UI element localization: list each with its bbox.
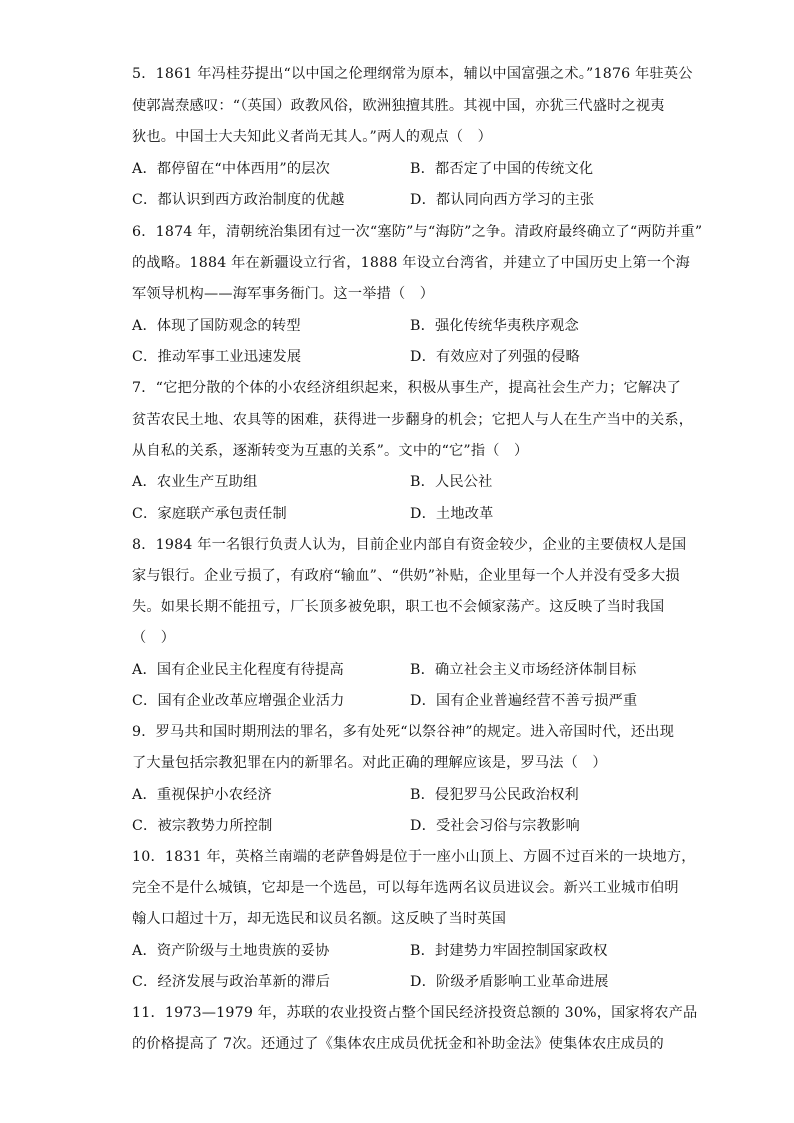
question-8-option-d: D．国有企业普遍经营不善亏损严重 bbox=[410, 693, 638, 709]
question-5-option-d: D．都认同向西方学习的主张 bbox=[410, 192, 595, 208]
question-8-option-b: B．确立社会主义市场经济体制目标 bbox=[410, 662, 637, 678]
question-5-option-a: A．都停留在“中体西用”的层次 bbox=[132, 161, 331, 177]
question-5-option-c: C．都认识到西方政治制度的优越 bbox=[132, 192, 345, 208]
question-10-line-1: 10．1831 年，英格兰南端的老萨鲁姆是位于一座小山顶上、方圆不过百米的一块地方， bbox=[132, 849, 696, 865]
question-11-line-1: 11．1973—1979 年，苏联的农业投资占整个国民经济投资总额的 30%，国家将农产品 bbox=[132, 1005, 698, 1021]
question-9-option-d: D．受社会习俗与宗教影响 bbox=[410, 818, 580, 834]
question-5-line-1: 5．1861 年冯桂芬提出“以中国之伦理纲常为原本，辅以中国富强之术。”1876 年驻英公 bbox=[132, 66, 693, 82]
question-7-line-2: 贫苦农民土地、农具等的困难，获得进一步翻身的机会；它把人与人在生产当中的关系， bbox=[132, 412, 694, 428]
question-5-line-3: 狄也。中国士大夫知此义者尚无其人。”两人的观点（ ） bbox=[132, 129, 493, 145]
question-10-line-3: 翰人口超过十万，却无选民和议员名额。这反映了当时英国 bbox=[132, 911, 507, 927]
question-7-option-a: A．农业生产互助组 bbox=[132, 474, 258, 490]
question-10-option-c: C．经济发展与政治革新的滞后 bbox=[132, 974, 331, 990]
question-8-option-a: A．国有企业民主化程度有待提高 bbox=[132, 662, 344, 678]
question-6-line-1: 6．1874 年，清朝统治集团有过一次“塞防”与“海防”之争。清政府最终确立了“两防并重” bbox=[132, 224, 703, 240]
question-9-line-1: 9．罗马共和国时期刑法的罪名，多有处死“以祭谷神”的规定。进入帝国时代，还出现 bbox=[132, 724, 675, 740]
question-9-option-c: C．被宗教势力所控制 bbox=[132, 818, 273, 834]
question-7-line-1: 7．“它把分散的个体的小农经济组织起来，积极从事生产，提高社会生产力；它解决了 bbox=[132, 380, 682, 396]
question-10-option-b: B．封建势力牢固控制国家政权 bbox=[410, 943, 608, 959]
question-9-line-2: 了大量包括宗教犯罪在内的新罪名。对此正确的理解应该是，罗马法（ ） bbox=[132, 755, 607, 771]
question-8-option-c: C．国有企业改革应增强企业活力 bbox=[132, 693, 345, 709]
question-6-option-a: A．体现了国防观念的转型 bbox=[132, 318, 301, 334]
question-7-option-c: C．家庭联产承包责任制 bbox=[132, 506, 287, 522]
question-8-line-4: （ ） bbox=[132, 630, 176, 646]
question-11-line-2: 的价格提高了 7次。还通过了《集体农庄成员优抚金和补助金法》使集体农庄成员的 bbox=[132, 1036, 664, 1052]
question-9-option-b: B．侵犯罗马公民政治权利 bbox=[410, 787, 579, 803]
question-10-line-2: 完全不是什么城镇，它却是一个选邑，可以每年选两名议员进议会。新兴工业城市伯明 bbox=[132, 880, 679, 896]
question-7-option-d: D．土地改革 bbox=[410, 506, 494, 522]
question-9-option-a: A．重视保护小农经济 bbox=[132, 787, 272, 803]
question-7-option-b: B．人民公社 bbox=[410, 474, 493, 490]
question-5-line-2: 使郭嵩焘感叹：“（英国）政教风俗，欧洲独擅其胜。其视中国，亦犹三代盛时之视夷 bbox=[132, 98, 665, 114]
question-7-line-3: 从自私的关系，逐渐转变为互惠的关系”。文中的“它”指（ ） bbox=[132, 443, 529, 459]
question-5-option-b: B．都否定了中国的传统文化 bbox=[410, 161, 594, 177]
question-8-line-3: 失。如果长期不能扭亏，厂长顶多被免职，职工也不会倾家荡产。这反映了当时我国 bbox=[132, 599, 665, 615]
question-6-line-2: 的战略。1884 年在新疆设立行省，1888 年设立台湾省，并建立了中国历史上第一个海 bbox=[132, 255, 691, 271]
question-6-option-b: B．强化传统华夷秩序观念 bbox=[410, 318, 579, 334]
question-10-option-a: A．资产阶级与土地贵族的妥协 bbox=[132, 943, 330, 959]
question-6-option-c: C．推动军事工业迅速发展 bbox=[132, 349, 302, 365]
question-8-line-2: 家与银行。企业亏损了，有政府“输血”、“供奶”补贴，企业里每一个人并没有受多大损 bbox=[132, 568, 680, 584]
question-8-line-1: 8．1984 年一名银行负责人认为，目前企业内部自有资金较少，企业的主要债权人是国 bbox=[132, 537, 687, 553]
question-6-line-3: 军领导机构——海军事务衙门。这一举措（ ） bbox=[132, 286, 435, 302]
question-6-option-d: D．有效应对了列强的侵略 bbox=[410, 349, 580, 365]
question-10-option-d: D．阶级矛盾影响工业革命进展 bbox=[410, 974, 609, 990]
